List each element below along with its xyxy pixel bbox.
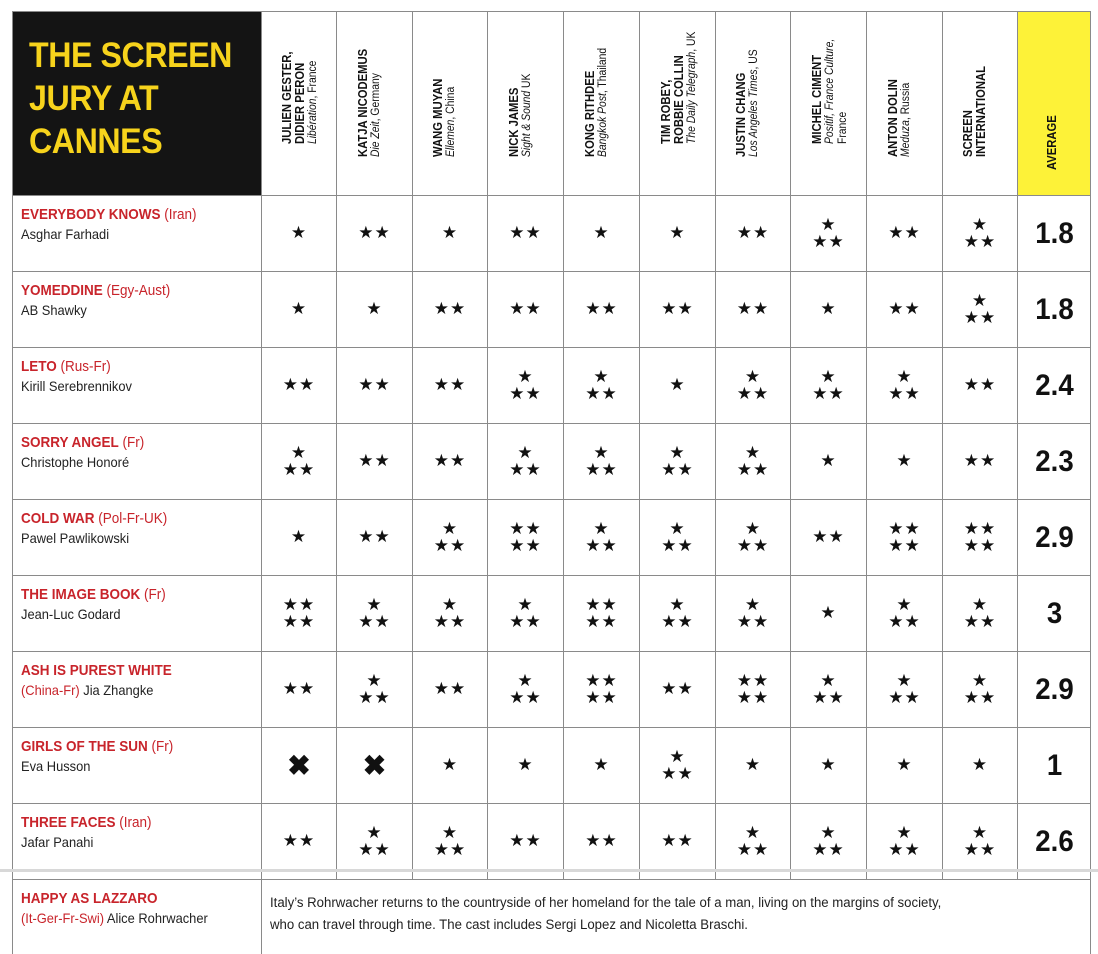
critic-header: [262, 12, 337, 196]
film-country: (Rus-Fr): [61, 358, 111, 375]
publication-name: Sight & Sound: [521, 91, 533, 157]
film-director: Asghar Farhadi: [21, 226, 109, 242]
jury-table: [12, 11, 1091, 954]
star-rating-icon: ★★: [358, 452, 390, 469]
average-score: 2.3: [1020, 424, 1087, 500]
rating-cell: [716, 348, 791, 424]
critic-publication: [370, 49, 383, 157]
rating-cell: [262, 500, 337, 576]
critic-name: SCREEN: [962, 66, 975, 157]
title-line-3: CANNES: [29, 120, 242, 163]
film-country: (It-Ger-Fr-Swi): [21, 910, 104, 926]
critic-header: [943, 12, 1018, 196]
critic-publication: [686, 32, 699, 144]
star-rating-icon: ★★: [358, 376, 390, 393]
rating-cell: [337, 272, 413, 348]
star-rating-icon: ★ ★★: [434, 596, 466, 630]
star-rating-icon: ★★: [283, 832, 315, 849]
rating-cell: [943, 196, 1018, 272]
rating-cell: [791, 728, 867, 804]
rating-cell: [337, 196, 413, 272]
film-row: [13, 272, 1091, 348]
star-rating-icon: ★: [593, 756, 609, 773]
rating-cell: [337, 348, 413, 424]
star-rating-icon: ★★: [283, 680, 315, 697]
average-score: 2.9: [1020, 500, 1087, 576]
rating-cell: [867, 500, 943, 576]
rating-cell: [791, 652, 867, 728]
critic-name: KONG RITHDEE: [584, 48, 597, 157]
critic-name: ANTON DOLIN: [887, 79, 900, 157]
film-title: HAPPY AS LAZZARO: [21, 890, 158, 907]
star-rating-icon: ★★: [737, 224, 769, 241]
star-rating-icon: ★: [820, 604, 836, 621]
cross-icon: ✖: [363, 750, 386, 781]
publication-country: France: [837, 112, 849, 144]
star-rating-icon: ★★: [888, 300, 920, 317]
critic-name: JULIEN GESTER,: [281, 51, 294, 144]
rating-cell: [640, 196, 716, 272]
rating-cell: [262, 272, 337, 348]
critic-publication: [900, 79, 913, 157]
star-rating-icon: ★★: [964, 452, 996, 469]
film-title: THREE FACES: [21, 814, 116, 831]
star-rating-icon: ★★: [888, 224, 920, 241]
star-rating-icon: ★: [896, 452, 912, 469]
critic-name: MICHEL CIMENT: [811, 39, 824, 144]
star-rating-icon: ★: [820, 452, 836, 469]
star-rating-icon: ★: [291, 528, 307, 545]
average-header: [1018, 12, 1091, 196]
star-rating-icon: ★: [442, 224, 458, 241]
rating-cell: [716, 576, 791, 652]
film-cell: [13, 196, 262, 272]
rating-cell: [564, 196, 640, 272]
average-score: 1: [1020, 728, 1087, 804]
star-rating-icon: ★★: [964, 376, 996, 393]
star-rating-icon: ★ ★★: [888, 672, 920, 706]
rating-cell: [337, 500, 413, 576]
star-rating-icon: ★★: [358, 224, 390, 241]
film-title: GIRLS OF THE SUN: [21, 738, 148, 755]
critic-publication: [445, 79, 458, 157]
star-rating-icon: ★ ★★: [812, 672, 844, 706]
rating-cell: [716, 728, 791, 804]
star-rating-icon: ★ ★★: [888, 368, 920, 402]
critic-name-2: INTERNATIONAL: [975, 66, 988, 157]
film-row: [13, 500, 1091, 576]
star-rating-icon: ★ ★★: [509, 368, 541, 402]
critic-header: [564, 12, 640, 196]
star-rating-icon: ★★ ★★: [888, 520, 920, 554]
star-rating-icon: ★★: [661, 832, 693, 849]
star-rating-icon: ★★: [585, 300, 617, 317]
film-director: AB Shawky: [21, 302, 87, 318]
film-title: LETO: [21, 358, 57, 375]
rating-cell: [488, 500, 564, 576]
star-rating-icon: ★ ★★: [585, 520, 617, 554]
publication-country: UK: [521, 74, 533, 91]
critic-publication: [597, 48, 610, 157]
rating-cell: [867, 272, 943, 348]
rating-cell: [867, 348, 943, 424]
film-country: (Fr): [144, 586, 166, 603]
star-rating-icon: ★ ★★: [888, 596, 920, 630]
film-cell: [13, 500, 262, 576]
table-title-block: [13, 12, 262, 196]
star-rating-icon: ★: [366, 300, 382, 317]
film-cell: [13, 880, 262, 954]
film-director: Eva Husson: [21, 758, 90, 774]
rating-cell: [413, 652, 488, 728]
rating-cell: [564, 576, 640, 652]
film-title: ASH IS PUREST WHITE: [21, 662, 172, 679]
rating-cell: [943, 652, 1018, 728]
rating-cell: [413, 424, 488, 500]
star-rating-icon: ★ ★★: [585, 444, 617, 478]
publication-name: The Daily Telegraph: [686, 52, 698, 144]
film-row: [13, 348, 1091, 424]
critic-name: NICK JAMES: [508, 74, 521, 157]
rating-cell: [488, 576, 564, 652]
star-rating-icon: ★★ ★★: [585, 672, 617, 706]
rating-cell: [791, 272, 867, 348]
rating-cell: [262, 196, 337, 272]
average-score: 2.4: [1020, 348, 1087, 424]
film-cell: [13, 576, 262, 652]
publication-name: Libération: [307, 99, 319, 144]
publication-country: , UK: [686, 32, 698, 52]
rating-cell: [791, 196, 867, 272]
rating-cell: [640, 652, 716, 728]
star-rating-icon: ★: [442, 756, 458, 773]
star-rating-icon: ★★ ★★: [585, 596, 617, 630]
average-score: 1.8: [1020, 196, 1087, 272]
critic-name-2: ROBBIE COLLIN: [673, 32, 686, 144]
rating-cell: [564, 424, 640, 500]
star-rating-icon: ★: [291, 224, 307, 241]
star-rating-icon: ★ ★★: [964, 824, 996, 858]
film-title: COLD WAR: [21, 510, 95, 527]
star-rating-icon: ★: [517, 756, 533, 773]
star-rating-icon: ★ ★★: [434, 824, 466, 858]
film-cell: [13, 348, 262, 424]
rating-cell: [943, 424, 1018, 500]
critic-name: WANG MUYAN: [432, 79, 445, 157]
rating-cell: [413, 576, 488, 652]
star-rating-icon: ★★ ★★: [737, 672, 769, 706]
publication-country: , Russia: [900, 83, 912, 120]
average-score: 2.6: [1020, 804, 1087, 880]
film-director: Kirill Serebrennikov: [21, 378, 132, 394]
critic-publication: [521, 74, 534, 157]
star-rating-icon: ★★: [283, 376, 315, 393]
average-label: AVERAGE: [1046, 115, 1059, 170]
star-rating-icon: ★★: [434, 452, 466, 469]
star-rating-icon: ★: [820, 756, 836, 773]
rating-cell: [867, 196, 943, 272]
star-rating-icon: ★: [593, 224, 609, 241]
rating-cell: [716, 500, 791, 576]
film-director: Jean-Luc Godard: [21, 606, 121, 622]
title-line-1: THE SCREEN: [29, 34, 242, 77]
film-title: EVERYBODY KNOWS: [21, 206, 161, 223]
rating-cell: [716, 652, 791, 728]
star-rating-icon: ★: [972, 756, 988, 773]
critic-name: KATJA NICODEMUS: [357, 49, 370, 157]
star-rating-icon: ★ ★★: [661, 444, 693, 478]
synopsis-line-1: Italy’s Rohrwacher returns to the countryside of her homeland for the tale of a man, living on the margins of society,: [270, 892, 1025, 914]
film-country: (China-Fr): [21, 682, 80, 698]
rating-cell: [413, 196, 488, 272]
star-rating-icon: ★ ★★: [509, 672, 541, 706]
rating-cell: [943, 348, 1018, 424]
rating-cell: [564, 652, 640, 728]
rating-cell: [791, 576, 867, 652]
star-rating-icon: ★ ★★: [434, 520, 466, 554]
film-country: (Fr): [152, 738, 174, 755]
star-rating-icon: ★ ★★: [737, 824, 769, 858]
star-rating-icon: ★★: [434, 376, 466, 393]
star-rating-icon: ★: [291, 300, 307, 317]
film-title: SORRY ANGEL: [21, 434, 119, 451]
film-director: Jia Zhangke: [83, 682, 153, 698]
critic-name: TIM ROBEY,: [660, 32, 673, 144]
title-line-2: JURY AT: [29, 77, 242, 120]
film-director: Pawel Pawlikowski: [21, 530, 129, 546]
film-row-synopsis: [13, 880, 1091, 954]
star-rating-icon: ★★: [509, 300, 541, 317]
rating-cell: [564, 728, 640, 804]
star-rating-icon: ★★: [585, 832, 617, 849]
rating-cell: [488, 728, 564, 804]
critic-header: [488, 12, 564, 196]
publication-name: Ellemen: [445, 120, 457, 157]
critic-publication: [307, 51, 320, 144]
rating-cell: [262, 348, 337, 424]
rating-cell: [488, 424, 564, 500]
star-rating-icon: ★ ★★: [737, 520, 769, 554]
rating-cell: [640, 728, 716, 804]
star-rating-icon: ★ ★★: [812, 824, 844, 858]
film-row: [13, 652, 1091, 728]
rating-cell: [337, 576, 413, 652]
average-score: 3: [1020, 576, 1087, 652]
publication-country: , Germany: [370, 73, 382, 121]
rating-cell: [488, 272, 564, 348]
average-score: 2.9: [1020, 652, 1087, 728]
star-rating-icon: ★: [669, 224, 685, 241]
film-row: [13, 728, 1091, 804]
publication-country: , Thailand: [597, 48, 609, 93]
rating-cell: [488, 196, 564, 272]
rating-cell: [413, 348, 488, 424]
film-cell: [13, 272, 262, 348]
star-rating-icon: ★★: [661, 300, 693, 317]
star-rating-icon: ★★ ★★: [964, 520, 996, 554]
film-synopsis: [262, 880, 1091, 954]
star-rating-icon: ★ ★★: [964, 216, 996, 250]
star-rating-icon: ★ ★★: [661, 596, 693, 630]
star-rating-icon: ★ ★★: [358, 824, 390, 858]
rating-cell: [413, 272, 488, 348]
critic-header: [337, 12, 413, 196]
star-rating-icon: ★ ★★: [283, 444, 315, 478]
rating-cell: [337, 652, 413, 728]
rating-cell: [413, 728, 488, 804]
publication-country: , US: [748, 49, 760, 69]
star-rating-icon: ★: [820, 300, 836, 317]
rating-cell: [867, 728, 943, 804]
publication-name: Los Angeles Times: [748, 69, 760, 157]
star-rating-icon: ★: [669, 376, 685, 393]
film-row: [13, 576, 1091, 652]
rating-cell: [943, 728, 1018, 804]
star-rating-icon: ★ ★★: [964, 292, 996, 326]
critic-name-2: DIDIER PERON: [294, 51, 307, 144]
star-rating-icon: ★★: [737, 300, 769, 317]
star-rating-icon: ★ ★★: [964, 596, 996, 630]
critic-header: [413, 12, 488, 196]
critic-header: [716, 12, 791, 196]
rating-cell: [640, 500, 716, 576]
star-rating-icon: ★ ★★: [812, 216, 844, 250]
rating-cell: [413, 500, 488, 576]
critic-header: [791, 12, 867, 196]
critic-publication: [824, 39, 837, 144]
film-cell: [13, 652, 262, 728]
critic-name: JUSTIN CHANG: [735, 49, 748, 157]
rating-cell: [564, 500, 640, 576]
rating-cell: [716, 424, 791, 500]
star-rating-icon: ★: [896, 756, 912, 773]
rating-cell: [791, 348, 867, 424]
star-rating-icon: ★ ★★: [737, 596, 769, 630]
rating-cell: [262, 652, 337, 728]
rating-cell: [640, 424, 716, 500]
rating-cell: [488, 348, 564, 424]
publication-name: Die Zeit: [370, 121, 382, 157]
rating-cell: [564, 272, 640, 348]
film-cell: [13, 424, 262, 500]
star-rating-icon: ★ ★★: [585, 368, 617, 402]
synopsis-line-2: who can travel through time. The cast includes Sergi Lopez and Nicoletta Braschi.: [270, 914, 1025, 936]
rating-cell: [488, 652, 564, 728]
rating-cell: [337, 424, 413, 500]
rating-cell: [262, 576, 337, 652]
rating-cell: [867, 424, 943, 500]
publication-country: , China: [445, 87, 457, 120]
critic-publication: [748, 49, 761, 157]
star-rating-icon: ★ ★★: [358, 596, 390, 630]
publication-name: Meduza: [900, 120, 912, 157]
publication-name: Bangkok Post: [597, 93, 609, 157]
cross-icon: ✖: [287, 750, 310, 781]
film-country: (Iran): [164, 206, 196, 223]
film-country: (Egy-Aust): [107, 282, 171, 299]
rating-cell: [640, 576, 716, 652]
film-director: Christophe Honoré: [21, 454, 129, 470]
star-rating-icon: ★ ★★: [661, 520, 693, 554]
film-country: (Fr): [123, 434, 145, 451]
film-row: [13, 196, 1091, 272]
star-rating-icon: ★★: [509, 224, 541, 241]
rating-cell: [640, 348, 716, 424]
rating-cell: [791, 424, 867, 500]
critic-header: [640, 12, 716, 196]
star-rating-icon: ★ ★★: [888, 824, 920, 858]
average-score: 1.8: [1020, 272, 1087, 348]
rating-cell: [943, 272, 1018, 348]
star-rating-icon: ★ ★★: [737, 444, 769, 478]
star-rating-icon: ★★: [434, 680, 466, 697]
publication-name: Positif, France Culture,: [824, 39, 836, 144]
rating-cell: [564, 348, 640, 424]
rating-cell: [262, 424, 337, 500]
star-rating-icon: ★★ ★★: [283, 596, 315, 630]
star-rating-icon: ★ ★★: [358, 672, 390, 706]
film-row: [13, 424, 1091, 500]
rating-cell: [716, 272, 791, 348]
film-cell: [13, 728, 262, 804]
film-title: THE IMAGE BOOK: [21, 586, 140, 603]
rating-cell: [640, 272, 716, 348]
rating-cell: [867, 652, 943, 728]
star-rating-icon: ★★: [661, 680, 693, 697]
rating-cell: [337, 728, 413, 804]
rating-cell: [943, 576, 1018, 652]
rating-cell: [867, 576, 943, 652]
critic-header: [867, 12, 943, 196]
film-director: Jafar Panahi: [21, 834, 93, 850]
rating-cell: [943, 500, 1018, 576]
rating-cell: [716, 196, 791, 272]
rating-cell: [791, 500, 867, 576]
film-title: YOMEDDINE: [21, 282, 103, 299]
critic-publication-line2: [837, 39, 850, 144]
film-director: Alice Rohrwacher: [107, 910, 208, 926]
star-rating-icon: ★★: [812, 528, 844, 545]
film-country: (Pol-Fr-UK): [98, 510, 167, 527]
star-rating-icon: ★ ★★: [509, 444, 541, 478]
star-rating-icon: ★ ★★: [509, 596, 541, 630]
star-rating-icon: ★★: [434, 300, 466, 317]
publication-country: , France: [307, 61, 319, 99]
film-country: (Iran): [119, 814, 151, 831]
star-rating-icon: ★★ ★★: [509, 520, 541, 554]
star-rating-icon: ★★: [358, 528, 390, 545]
star-rating-icon: ★ ★★: [737, 368, 769, 402]
star-rating-icon: ★: [745, 756, 761, 773]
star-rating-icon: ★ ★★: [964, 672, 996, 706]
star-rating-icon: ★ ★★: [812, 368, 844, 402]
star-rating-icon: ★ ★★: [661, 748, 693, 782]
rating-cell: [262, 728, 337, 804]
star-rating-icon: ★★: [509, 832, 541, 849]
